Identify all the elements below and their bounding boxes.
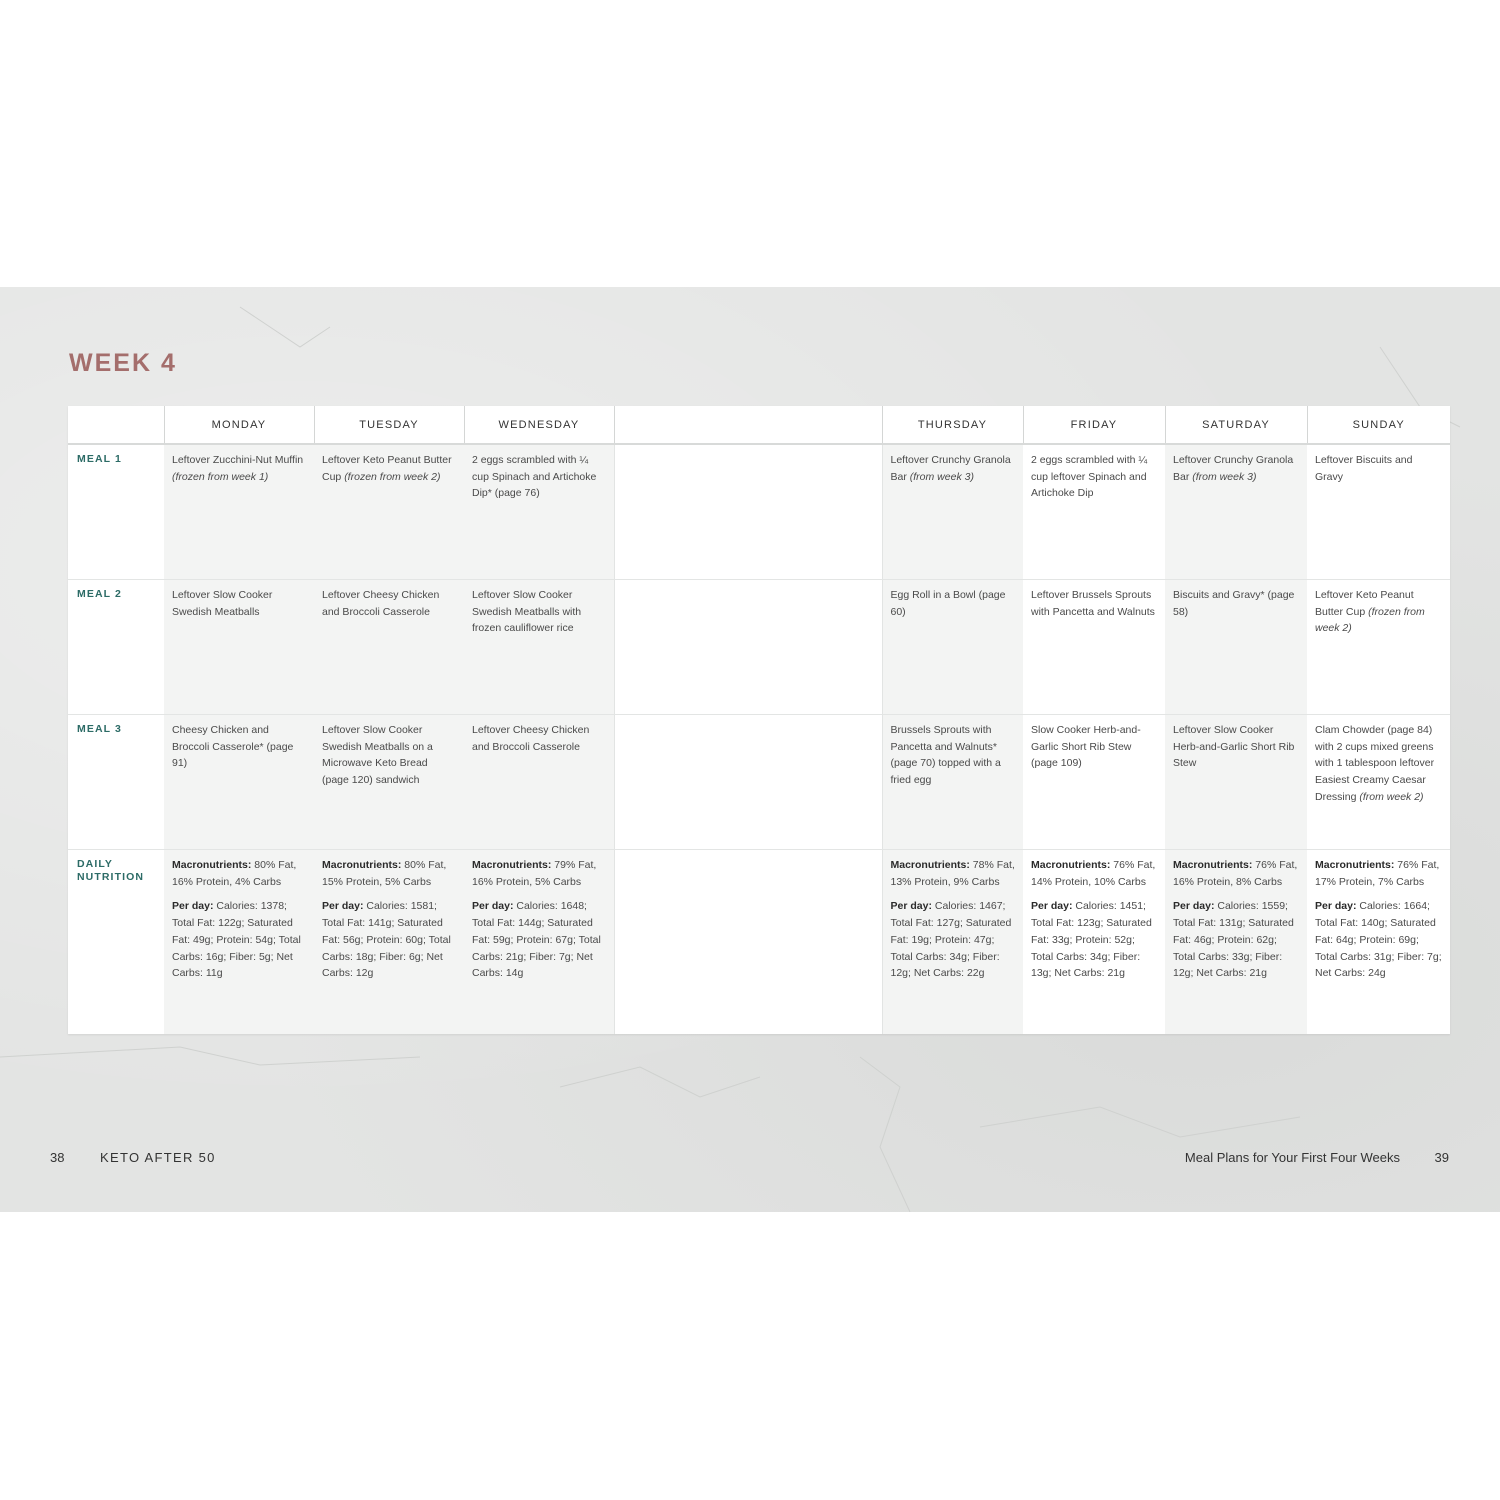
day-header-wednesday: WEDNESDAY: [464, 406, 614, 444]
per-day-label: Per day:: [1173, 900, 1215, 913]
per-day-label: Per day:: [1315, 900, 1357, 913]
macro-label: Macronutrients:: [1173, 859, 1253, 871]
meal-3-row: [68, 715, 1450, 850]
meal-cell: [1165, 580, 1307, 715]
gutter-header: [614, 406, 882, 444]
meal-text: Leftover Slow Cooker Herb-and-Garlic Short Rib Stew: [1173, 724, 1295, 770]
meal-cell: [164, 715, 314, 850]
meal-text: Leftover Cheesy Chicken and Broccoli Casserole: [322, 589, 440, 618]
macro-label: Macronutrients:: [472, 859, 552, 871]
meal-cell: [1307, 715, 1450, 850]
meal-cell: [314, 444, 464, 580]
meal-cell: [882, 715, 1023, 850]
per-day-values: Calories: 1664; Total Fat: 140g; Saturated Fat: 64g; Protein: 69g; Total Carbs: 31g; Fiber: 7g; Net Carbs: 24g: [1315, 900, 1442, 980]
meal-text: 2 eggs scrambled with ¼ cup Spinach and Artichoke Dip* (page 76): [472, 454, 597, 500]
meal-note: (frozen from week 2): [344, 470, 441, 483]
meal-cell: [314, 715, 464, 850]
meal-text: Leftover Crunchy Granola Bar: [1173, 454, 1294, 483]
meal-text: Leftover Crunchy Granola Bar: [890, 454, 1011, 483]
nutrition-cell: [314, 850, 464, 1035]
per-day-label: Per day:: [172, 900, 214, 913]
gutter-cell: [614, 580, 882, 715]
macro-label: Macronutrients:: [890, 859, 970, 871]
per-day-label: Per day:: [472, 900, 514, 913]
macro-values: 79% Fat, 16% Protein, 5% Carbs: [472, 859, 597, 888]
meal-cell: [164, 444, 314, 580]
meal-cell: [1023, 444, 1165, 580]
gutter-cell: [614, 444, 882, 580]
macro-values: 80% Fat, 16% Protein, 4% Carbs: [172, 859, 297, 888]
row-label: MEAL 2: [68, 580, 164, 715]
corner-cell: [68, 406, 164, 444]
per-day-values: Calories: 1451; Total Fat: 123g; Saturated Fat: 33g; Protein: 52g; Total Carbs: 34g; Fiber: 13g; Net Carbs: 21g: [1031, 900, 1152, 980]
running-head-chapter-title: Meal Plans for Your First Four Weeks: [1184, 1150, 1400, 1165]
meal-text: Leftover Zucchini-Nut Muffin: [172, 454, 304, 466]
day-header-tuesday: TUESDAY: [314, 406, 464, 444]
per-day-values: Calories: 1378; Total Fat: 122g; Saturated Fat: 49g; Protein: 54g; Total Carbs: 16g; Fiber: 5g; Net Carbs: 11g: [172, 900, 301, 980]
meal-cell: [1023, 580, 1165, 715]
per-day-values: Calories: 1559; Total Fat: 131g; Saturated Fat: 46g; Protein: 62g; Total Carbs: 33g; Fiber: 12g; Net Carbs: 21g: [1173, 900, 1294, 980]
meal-text: Egg Roll in a Bowl (page 60): [890, 589, 1006, 618]
day-header-saturday: SATURDAY: [1165, 406, 1307, 444]
macro-label: Macronutrients:: [1031, 859, 1111, 871]
meal-text: Brussels Sprouts with Pancetta and Walnuts* (page 70) topped with a fried egg: [890, 724, 1001, 787]
meal-text: Clam Chowder (page 84) with 2 cups mixed greens with 1 tablespoon leftover Easiest Creamy Caesar Dressing: [1315, 724, 1435, 803]
per-day-label: Per day:: [1031, 900, 1073, 913]
gutter-cell: [614, 850, 882, 1035]
per-day-label: Per day:: [890, 900, 932, 913]
meal-cell: [1165, 444, 1307, 580]
meal-cell: [882, 444, 1023, 580]
meal-note: (from week 3): [909, 470, 974, 483]
row-label: MEAL 1: [68, 444, 164, 580]
running-head-book-title: KETO AFTER 50: [100, 1150, 216, 1165]
meal-1-row: [68, 444, 1450, 580]
meal-text: Leftover Slow Cooker Swedish Meatballs: [172, 589, 273, 618]
per-day-values: Calories: 1648; Total Fat: 144g; Saturated Fat: 59g; Protein: 67g; Total Carbs: 21g; Fiber: 7g; Net Carbs: 14g: [472, 900, 601, 980]
meal-cell: [882, 580, 1023, 715]
meal-note: (from week 2): [1359, 790, 1424, 803]
macro-values: 76% Fat, 16% Protein, 8% Carbs: [1173, 859, 1298, 888]
meal-cell: [464, 715, 614, 850]
meal-cell: [1307, 444, 1450, 580]
macro-label: Macronutrients:: [1315, 859, 1395, 871]
meal-text: Leftover Slow Cooker Swedish Meatballs on a Microwave Keto Bread (page 120) sandwich: [322, 724, 433, 787]
page-title: WEEK 4: [69, 349, 177, 377]
meal-text: Leftover Cheesy Chicken and Broccoli Casserole: [472, 724, 590, 753]
meal-text: Leftover Slow Cooker Swedish Meatballs with frozen cauliflower rice: [472, 589, 582, 635]
meal-text: Leftover Keto Peanut Butter Cup: [1315, 589, 1414, 618]
header-row: [68, 406, 1450, 444]
day-header-friday: FRIDAY: [1023, 406, 1165, 444]
row-label: DAILY NUTRITION: [77, 858, 145, 883]
right-page-number: 39: [1434, 1150, 1449, 1165]
meal-cell: [1023, 715, 1165, 850]
per-day-label: Per day:: [322, 900, 364, 913]
meal-cell: [164, 580, 314, 715]
macro-values: 76% Fat, 14% Protein, 10% Carbs: [1031, 859, 1156, 888]
left-page-number: 38: [50, 1150, 65, 1165]
day-header-thursday: THURSDAY: [882, 406, 1023, 444]
nutrition-cell: [1307, 850, 1450, 1035]
daily-nutrition-row: [68, 850, 1450, 1035]
day-header-monday: MONDAY: [164, 406, 314, 444]
meal-text: Leftover Biscuits and Gravy: [1315, 454, 1413, 483]
nutrition-cell: [164, 850, 314, 1035]
meal-text: Leftover Keto Peanut Butter Cup: [322, 454, 452, 483]
meal-note: (from week 3): [1192, 470, 1257, 483]
gutter-cell: [614, 715, 882, 850]
macro-values: 78% Fat, 13% Protein, 9% Carbs: [890, 859, 1015, 888]
meal-note: (frozen from week 2): [1315, 605, 1425, 635]
meal-cell: [464, 580, 614, 715]
meal-text: Leftover Brussels Sprouts with Pancetta and Walnuts: [1031, 589, 1155, 618]
row-label: MEAL 3: [68, 715, 164, 850]
day-header-sunday: SUNDAY: [1307, 406, 1450, 444]
book-spread: [0, 287, 1500, 1212]
per-day-values: Calories: 1581; Total Fat: 141g; Saturated Fat: 56g; Protein: 60g; Total Carbs: 18g; Fiber: 6g; Net Carbs: 12g: [322, 900, 451, 980]
meal-plan-table: [68, 406, 1450, 1034]
nutrition-cell: [464, 850, 614, 1035]
meal-cell: [314, 580, 464, 715]
meal-cell: [1307, 580, 1450, 715]
macro-label: Macronutrients:: [322, 859, 402, 871]
per-day-values: Calories: 1467; Total Fat: 127g; Saturated Fat: 19g; Protein: 47g; Total Carbs: 34g; Fiber: 12g; Net Carbs: 22g: [890, 900, 1012, 980]
macro-label: Macronutrients:: [172, 859, 252, 871]
meal-text: Slow Cooker Herb-and-Garlic Short Rib Stew (page 109): [1031, 724, 1141, 770]
meal-text: 2 eggs scrambled with ¼ cup leftover Spinach and Artichoke Dip: [1031, 454, 1148, 500]
meal-cell: [1165, 715, 1307, 850]
meal-note: (frozen from week 1): [172, 470, 269, 483]
meal-text: Cheesy Chicken and Broccoli Casserole* (page 91): [172, 724, 294, 770]
meal-2-row: [68, 580, 1450, 715]
macro-values: 80% Fat, 15% Protein, 5% Carbs: [322, 859, 447, 888]
meal-cell: [464, 444, 614, 580]
meal-text: Biscuits and Gravy* (page 58): [1173, 589, 1295, 618]
macro-values: 76% Fat, 17% Protein, 7% Carbs: [1315, 859, 1440, 888]
nutrition-cell: [882, 850, 1023, 1035]
nutrition-cell: [1165, 850, 1307, 1035]
nutrition-cell: [1023, 850, 1165, 1035]
